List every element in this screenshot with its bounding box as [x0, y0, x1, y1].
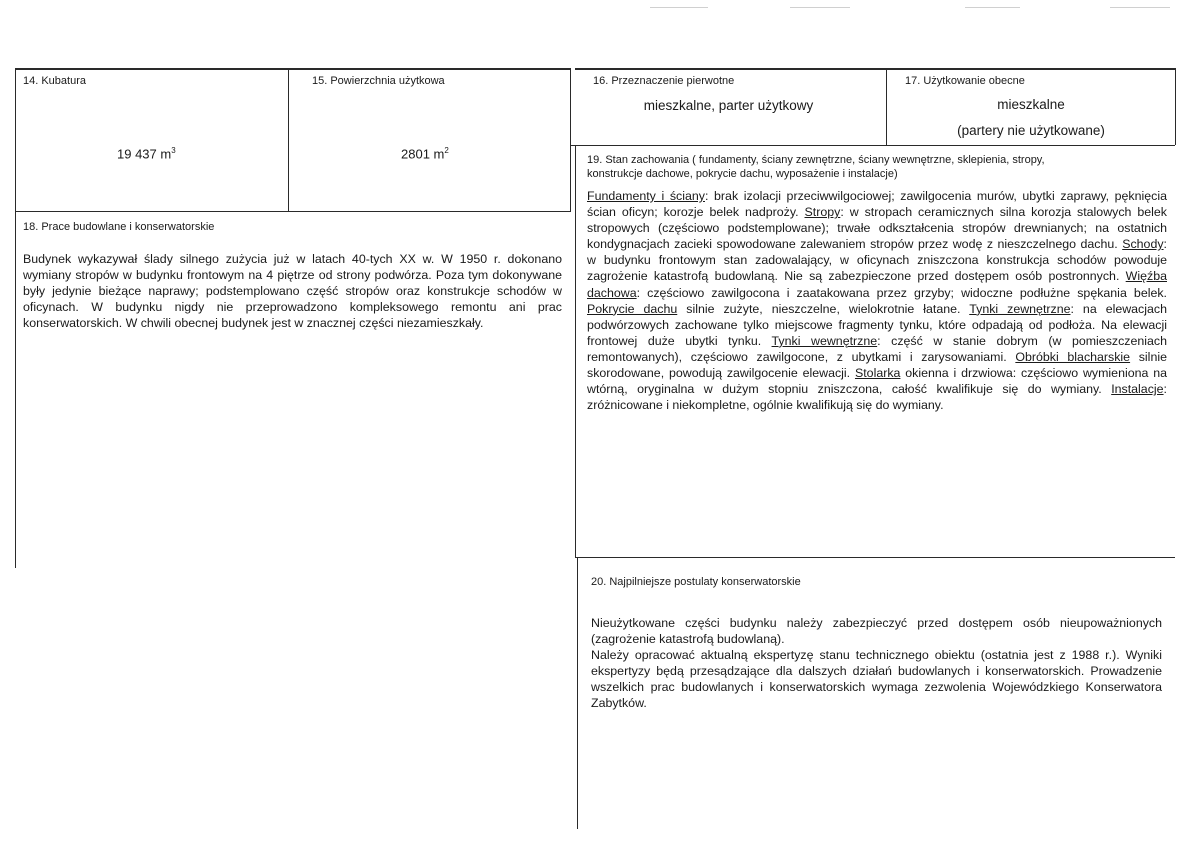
prace-label: 18. Prace budowlane i konserwatorskie — [23, 221, 215, 233]
scan-mark — [790, 7, 850, 8]
uzytkowanie-value-1: mieszkalne — [997, 97, 1065, 112]
stan-label-2: konstrukcje dachowe, pokrycie dachu, wyposażenie i instalacje) — [587, 168, 898, 180]
stan-heading: Tynki zewnętrzne — [969, 301, 1071, 316]
postulaty-para-2: Należy opracować aktualną ekspertyzę stanu technicznego obiektu (ostatnia jest z 1988 r.). Wyniki ekspertyzy będą przesądzające dla dalszych działań budowlanych i konserwatorskich. Prowadzenie wszelkich prac budowlanych i konserwatorskich wymaga zezwolenia Wojewódzkiego Konserwatora Zabytków. — [591, 648, 1162, 711]
powierzchnia-label: 15. Powierzchnia użytkowa — [312, 75, 445, 87]
stan-segment-text: : brak izolacji przeciwwilgociowej; zawilgocenia murów, ubytki zaprawy, pęknięcia ścian oficyn; korozje belek nadproży. — [587, 189, 1167, 220]
kubatura-label: 14. Kubatura — [23, 75, 86, 87]
divider-left-right-bottom — [577, 557, 578, 829]
stan-heading: Stropy — [804, 205, 841, 220]
stan-segment-text: : w budynku frontowym stan zadowalający, w oficynach zniszczona konstrukcja schodów powoduje zagrożenie katastrofą budowlaną. Nie są zabezpieczone przed dostępem osób postronnych. — [587, 237, 1167, 284]
stan-heading: Instalacje — [1111, 382, 1164, 397]
stan-heading: Schody — [1122, 237, 1164, 252]
przeznaczenie-label: 16. Przeznaczenie pierwotne — [593, 75, 735, 87]
scan-mark — [650, 7, 708, 8]
stan-segment-text: silnie zużyte, nieszczelne, wielokrotnie łatane. — [677, 301, 970, 316]
hline-14-18 — [15, 211, 571, 212]
stan-segment-text: silnie skorodowane, powodują zawilgocenie elewacji. — [587, 349, 1167, 381]
stan-segment-text: : zróżnicowane i niekompletne, ogólnie kwalifikują się do wymiany. — [587, 382, 1167, 413]
top-border-left — [15, 68, 570, 70]
stan-label-1: 19. Stan zachowania ( fundamenty, ściany zewnętrzne, ściany wewnętrzne, sklepienia, stropy, — [587, 154, 1045, 166]
stan-segment-text: : częściowo zawilgocona i zaatakowana przez grzyby; widoczne podłużne spękania belek. — [636, 285, 1167, 300]
stan-segment-text: : część w stanie dobrym (w pomieszczeniach remontowanych), częściowo zawilgocone, z ubytkami i zarysowaniami. — [587, 333, 1167, 364]
left-border — [15, 68, 16, 568]
uzytkowanie-value-2: (partery nie użytkowane) — [957, 123, 1105, 138]
stan-segment-text: : w stropach ceramicznych silna korozja stalowych belek stropowych (częściowo podstemplowane); trwałe odkształcenia stropów drewnianych; na ostatnich kondygnacjach zacieki spowodowane zalewaniem stropów przez wodę z nieszczelnego dachu. — [587, 205, 1167, 252]
przeznaczenie-value: mieszkalne, parter użytkowy — [643, 98, 814, 113]
hline-16-19 — [570, 145, 1175, 146]
prace-text: Budynek wykazywał ślady silnego zużycia już w latach 40-tych XX w. W 1950 r. dokonano wymiany stropów w budynku frontowym na 4 piętrze od strony podwórza. Poza tym dokonywane były jedynie bieżące naprawy; podstemplowano część stropów oraz konstrukcje schodów w oficynach. W budynku nigdy nie przeprowadzono kompleksowego remontu ani prac konserwatorskich. W chwili obecnej budynek jest w znacznej części niezamieszkały. — [23, 252, 562, 331]
scan-mark — [965, 7, 1020, 8]
stan-segment-text: okienna i drzwiowa: częściowo wymieniona na wtórną, oryginalna w dużym stopniu zniszczona, całość kwalifikuje się do wymiany. — [587, 366, 1167, 397]
kubatura-value: 19 437 $m^3$ — [117, 146, 176, 162]
divider-left-right-lower — [575, 145, 576, 557]
right-border — [1175, 68, 1176, 145]
stan-heading: Stolarka — [854, 366, 901, 381]
scan-mark — [1110, 7, 1170, 8]
top-border-right — [575, 68, 1175, 70]
uzytkowanie-label: 17. Użytkowanie obecne — [905, 75, 1025, 87]
stan-heading: Pokrycie dachu — [587, 301, 678, 316]
stan-heading: Obróbki blacharskie — [1015, 349, 1131, 364]
stan-segment-text: : na elewacjach podwórzowych zachowane tylko miejscowe fragmenty tynku, które odpadają od podłoża. Na elewacji frontowej duże ubytki tynku. — [587, 301, 1167, 348]
stan-text — [587, 188, 1167, 413]
stan-heading: Fundamenty i ściany — [587, 189, 705, 203]
postulaty-text — [591, 615, 1162, 712]
divider-14-15 — [288, 68, 289, 211]
divider-left-right — [570, 68, 571, 211]
hline-19-20 — [575, 557, 1175, 558]
stan-heading: Tynki wewnętrzne — [771, 333, 878, 348]
powierzchnia-value: 2801 $m^2$ — [401, 146, 449, 162]
stan-heading: Więźba dachowa — [587, 269, 1167, 300]
postulaty-label: 20. Najpilniejsze postulaty konserwatorskie — [591, 576, 801, 588]
postulaty-para-1: Nieużytkowane części budynku należy zabezpieczyć przed dostępem osób nieupoważnionych (zagrożenie katastrofą budowlaną). — [591, 616, 1162, 647]
